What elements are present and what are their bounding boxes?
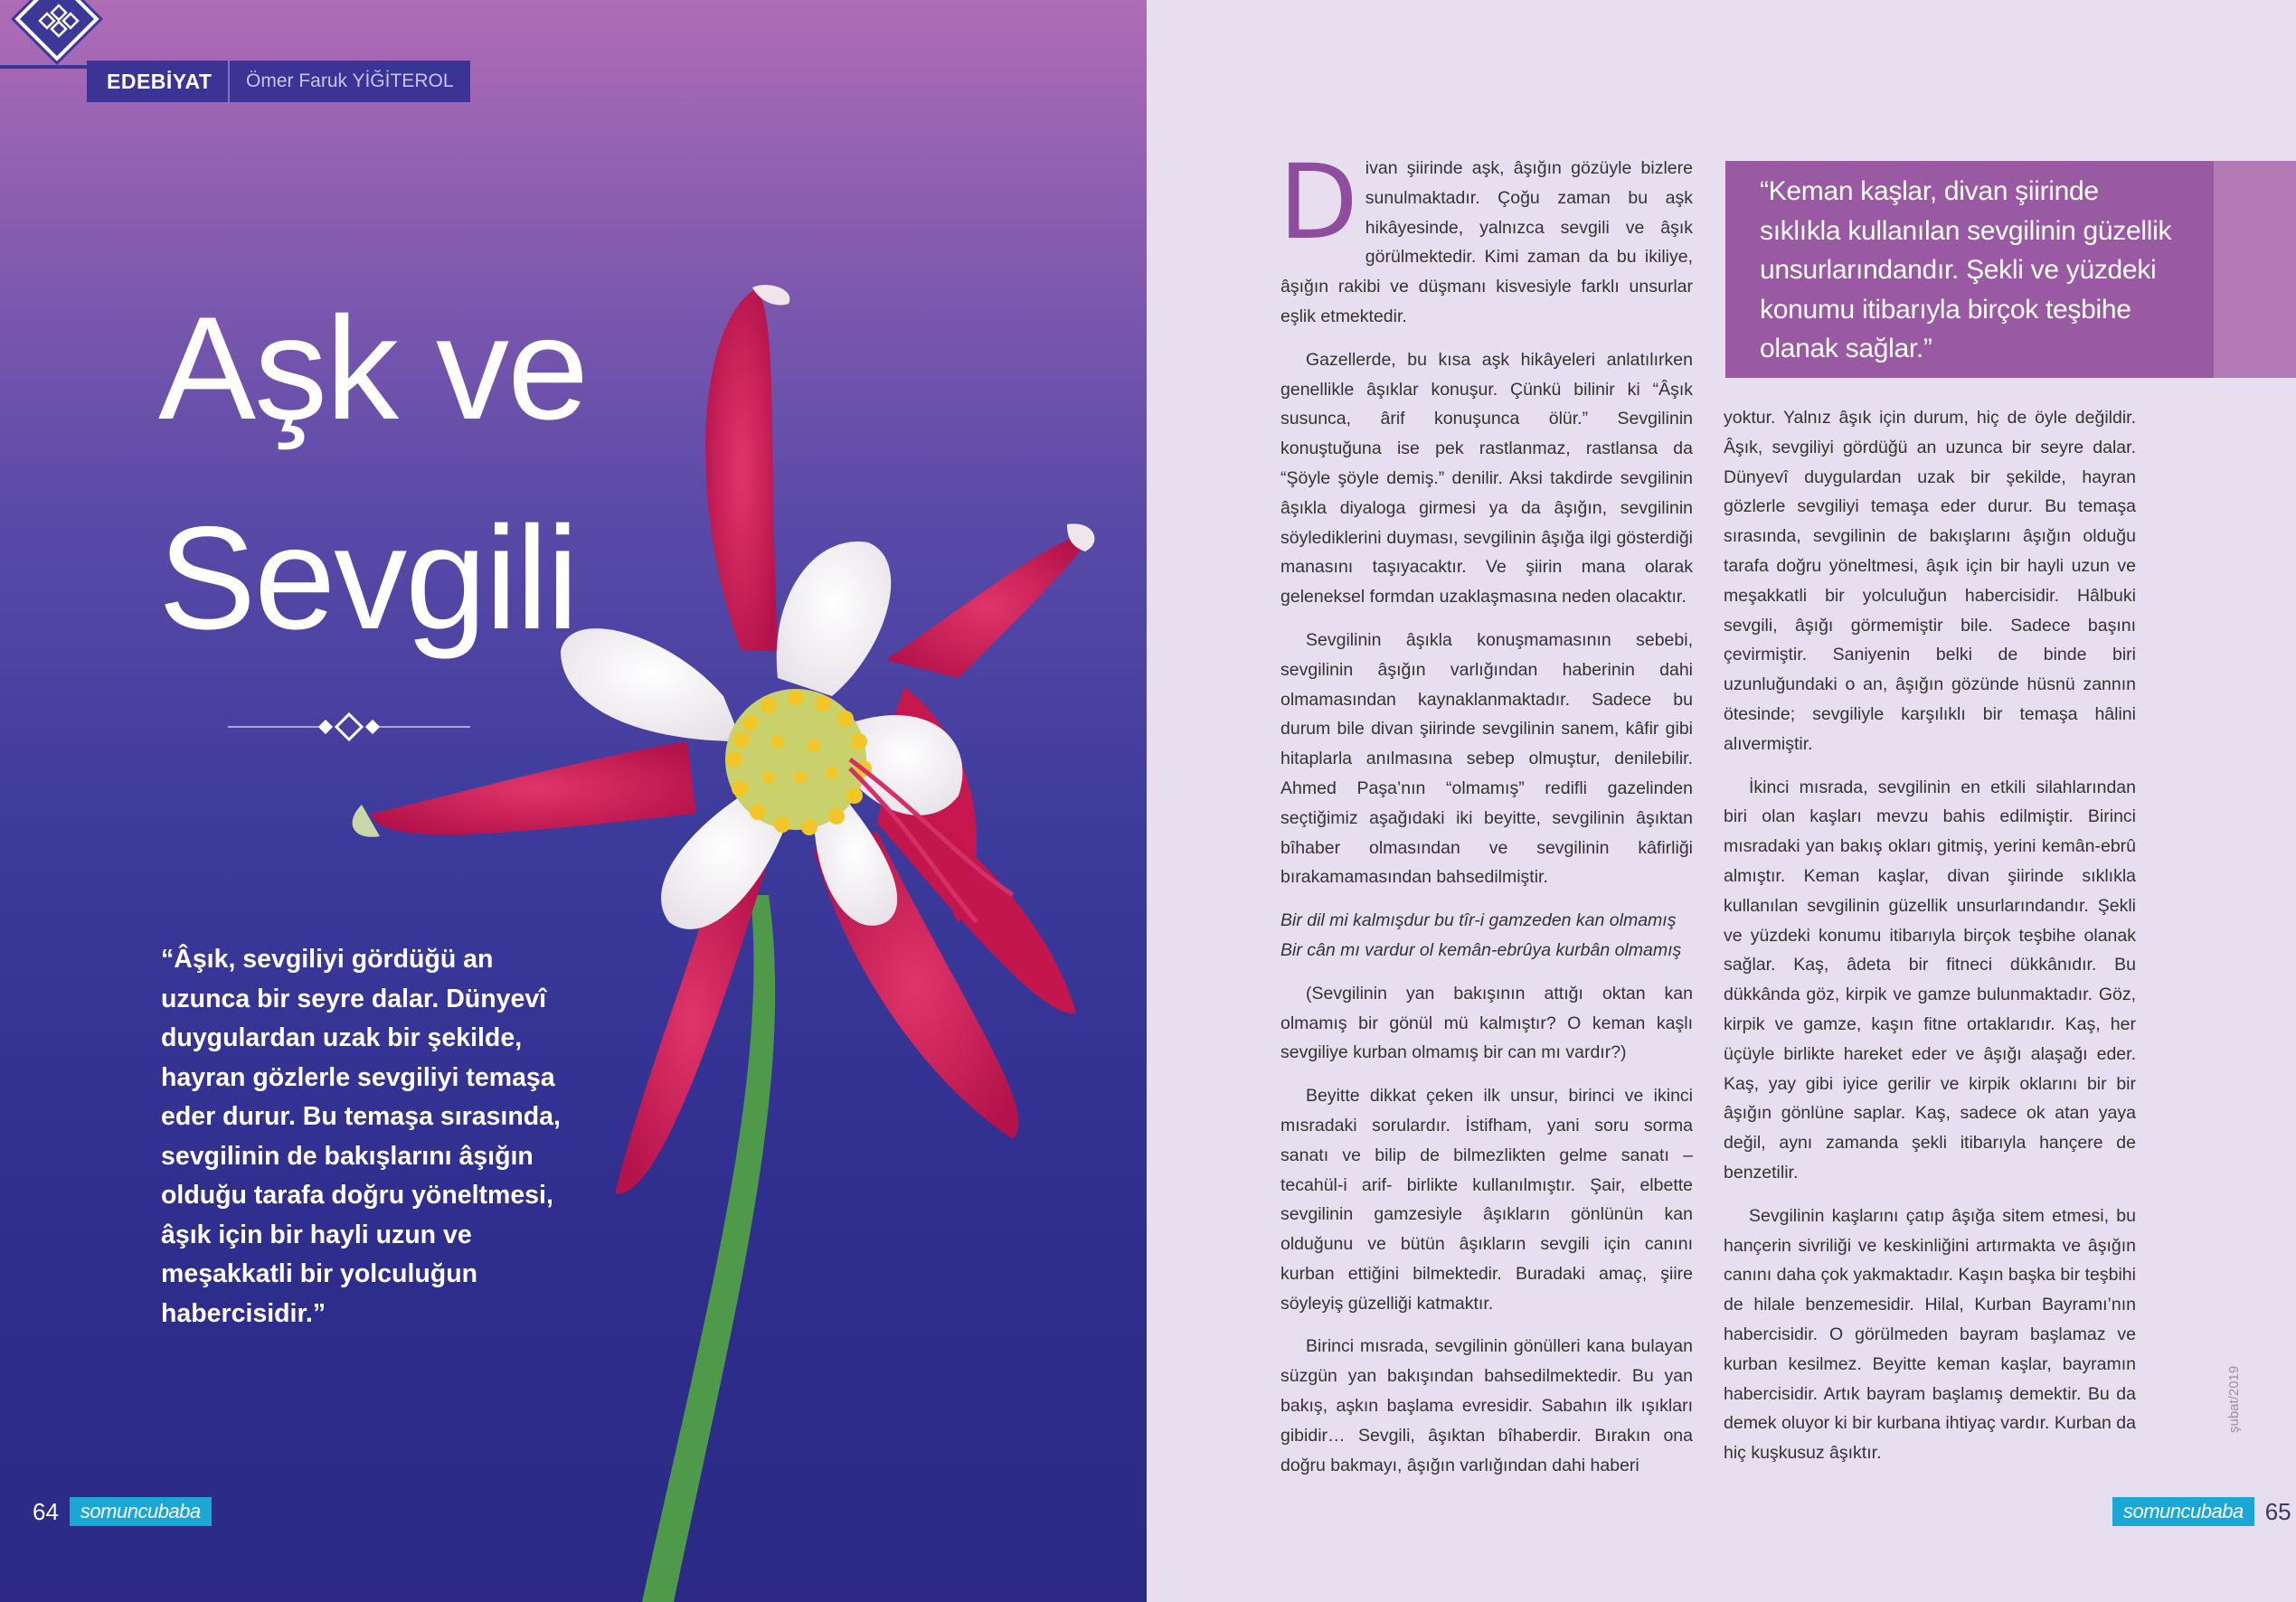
paragraph: Beyitte dikkat çeken ilk unsur, birinci ve ikinci mısradaki sorulardır. İstifham, yani soru sorma sanatı ve bilip de bilmezlikten gelme sanatı –tecahül-i arif- birlikte kullanılmıştır. Şair, elbette sevgilinin gamzesiyle âşıkların gönlünün kan olduğunu ve bütün âşıkların sevgili için canını kurban ettiğini bilmektedir. Buradaki amaç, şiire söyleyiş güzelliği katmaktır.: [1280, 1086, 1693, 1314]
paragraph: Gazellerde, bu kısa aşk hikâyeleri anlatılırken genellikle âşıklar konuşur. Çünkü bilinir ki “Âşık susunca, ârif konuşunca ölür.” Sevgilinin konuştuğuna ise pek rastlanmaz, rastlansa da “Şöyle şöyle demiş.” denilir. Aksi takdirde sevgilinin âşıkla diyaloga girmesi ya da âşığın, sevgilinin söylediklerini duyması, sevgilinin âşığa ilgi gösterdiği manasını taşıyacaktır. Ve şiirin mana olarak geleneksel formdan uzaklaşmasına neden olacaktır.: [1280, 349, 1693, 608]
article-title: [158, 264, 587, 683]
text-column-2: [1724, 403, 2136, 1482]
drop-cap: D: [1279, 142, 1358, 262]
category-label: EDEBİYAT: [87, 61, 230, 102]
paragraph: yoktur. Yalnız âşık için durum, hiç de öyle değildir. Âşık, sevgiliyi gördüğü an uzunca bir seyre dalar. Dünyevî duygulardan uzak bir şekilde, hayran gözlerle sevgiliyi temaşa eder durur. Bu temaşa sırasında, sevgilinin de bakışlarını âşığın olduğu tarafa doğru yöneltmesi, âşık için bir hayli uzun ve meşakkatli bir yolculuğun habercisidir. Hâlbuki sevgili, âşığı görmemiştir bile. Sadece başını çevirmiştir. Saniyenin belki de binde biri uzunluğundaki o an, âşığın gözünde hüsnü zannın ötesinde; sevgiliyle karşılıklı bir temaşa hâlini alıvermiştir.: [1724, 408, 2136, 754]
page-number-right: 65: [2264, 1497, 2291, 1525]
text-column-1: [1279, 142, 1693, 1494]
ornament-diamond-icon: [36, 0, 81, 43]
quote-box-text: “Keman kaşlar, divan şiirinde sıklıkla kullanılan sevgilinin güzellik unsurlarındandır. Şekli ve yüzdeki konumu itibarıyla birçok teşbihe olanak sağlar.”: [1760, 176, 2172, 363]
paragraph: Sevgilinin âşıkla konuşmamasının sebebi, sevgilinin âşığın varlığından haberinin dahi olmamasından kaynaklanmaktadır. Sadece bu durum bile divan şiirinde sevgilinin sanem, kâfir gibi hitaplarla anılmasına sebep olmuştur, denilebilir. Ahmed Paşa’nın “olmamış” redifli gazelinden seçtiğimiz aşağıdaki iki beyitte, sevgilinin âşıktan bîhaber olmasından ve sevgilinin kâfirliği bırakamamasından bahsedilmiştir.: [1280, 629, 1693, 888]
paragraph: (Sevgilinin yan bakışının attığı oktan kan olmamış bir gönül mü kalmıştır? O keman kaşlı sevgiliye kurban olmamış bir can mı vardır?): [1280, 983, 1693, 1063]
title-divider-ornament-icon: [228, 709, 470, 745]
title-line-2: Sevgili: [158, 496, 578, 660]
author-name: Ömer Faruk YİĞİTEROL: [228, 61, 470, 102]
left-pull-quote: “Âşık, sevgiliyi gördüğü an uzunca bir seyre dalar. Dünyevî duygulardan uzak bir şekilde, hayran gözlerle sevgiliyi temaşa eder durur. Bu temaşa sırasında, sevgilinin de bakışlarını âşığın olduğu tarafa doğru yöneltmesi, âşık için bir hayli uzun ve meşakkatli bir yolculuğun habercisidir.”: [161, 945, 561, 1328]
quote-box-accent: [2214, 161, 2296, 378]
left-page: [0, 0, 1147, 1602]
brand-left: somuncubaba: [70, 1497, 212, 1526]
paragraph: Sevgilinin kaşlarını çatıp âşığa sitem etmesi, bu hançerin sivriliği ve keskinliğini artırmakta ve âşığın canını daha çok yakmaktadır. Kaşın başka bir teşbihi de hilale benzemesidir. Hilal, Kurban Bayramı’nın habercisidir. O görülmeden bayram başlamaz ve kurban kesilmez. Beyitte keman kaşlar, bayramın habercisidir. Artık bayram başlamış demektir. Bu da demek oluyor ki bir kurbana ihtiyaç vardır. Kurban da hiç kuşkusuz âşıktır.: [1724, 1205, 2136, 1464]
issue-date: şubat/2019: [2226, 1365, 2242, 1433]
paragraph: Divan şiirinde aşk, âşığın gözüyle bizlere sunulmaktadır. Çoğu zaman bu aşk hikâyesinde, yalnızca sevgili ve âşık görülmektedir. Kimi zaman da bu ikiliye, âşığın rakibi ve düşmanı kisvesiyle farklı unsurlar eşlik etmektedir.: [1279, 142, 1693, 326]
verse-line-2: Bir cân mı vardur ol kemân-ebrûya kurbân olmamış: [1280, 939, 1682, 960]
paragraph: İkinci mısrada, sevgilinin en etkili silahlarından biri olan kaşları mevzu bahis edilmiştir. Birinci mısradaki yan bakış okları gitmiş, yerini kemân-ebrû almıştır. Keman kaşlar, divan şiirinde sıklıkla kullanılan sevgilinin güzellik unsurlarındandır. Şekli ve yüzdeki konumu itibarıyla birçok teşbihe olanak sağlar. Kaş, âdeta bir fitneci dükkânıdır. Bu dükkânda göz, kirpik ve gamze bulunmaktadır. Göz, kirpik ve gamze, kaşın fitne ortaklarıdır. Kaş, her üçüyle birlikte hareket eder ve âşığı alaşağı eder. Kaş, yay gibi iyice gerilir ve kirpik oklarını bir bir âşığın gönlüne saplar. Kaş, sadece ok atan yaya değil, aynı zamanda şekli itibarıyla hançere de benzetilir.: [1724, 777, 2136, 1183]
brand-right: somuncubaba: [2112, 1497, 2254, 1526]
verse-line-1: Bir dil mi kalmışdur bu tîr-i gamzeden kan olmamış: [1280, 910, 1677, 931]
right-folio: [2112, 1494, 2296, 1530]
title-line-1: Aşk ve: [158, 287, 588, 450]
left-folio: [22, 1494, 212, 1530]
paragraph: Birinci mısrada, sevgilinin gönülleri kana bulayan süzgün yan bakışından bahsedilmektedir. Bu yan bakış, aşkın başlama evresidir. Sabahın ilk ışıkları gibidir… Sevgili, âşıktan bîhaberdir. Bırakın ona doğru bakmayı, âşığın varlığından dahi haberi: [1280, 1336, 1693, 1475]
page-number-left: 64: [33, 1497, 59, 1525]
